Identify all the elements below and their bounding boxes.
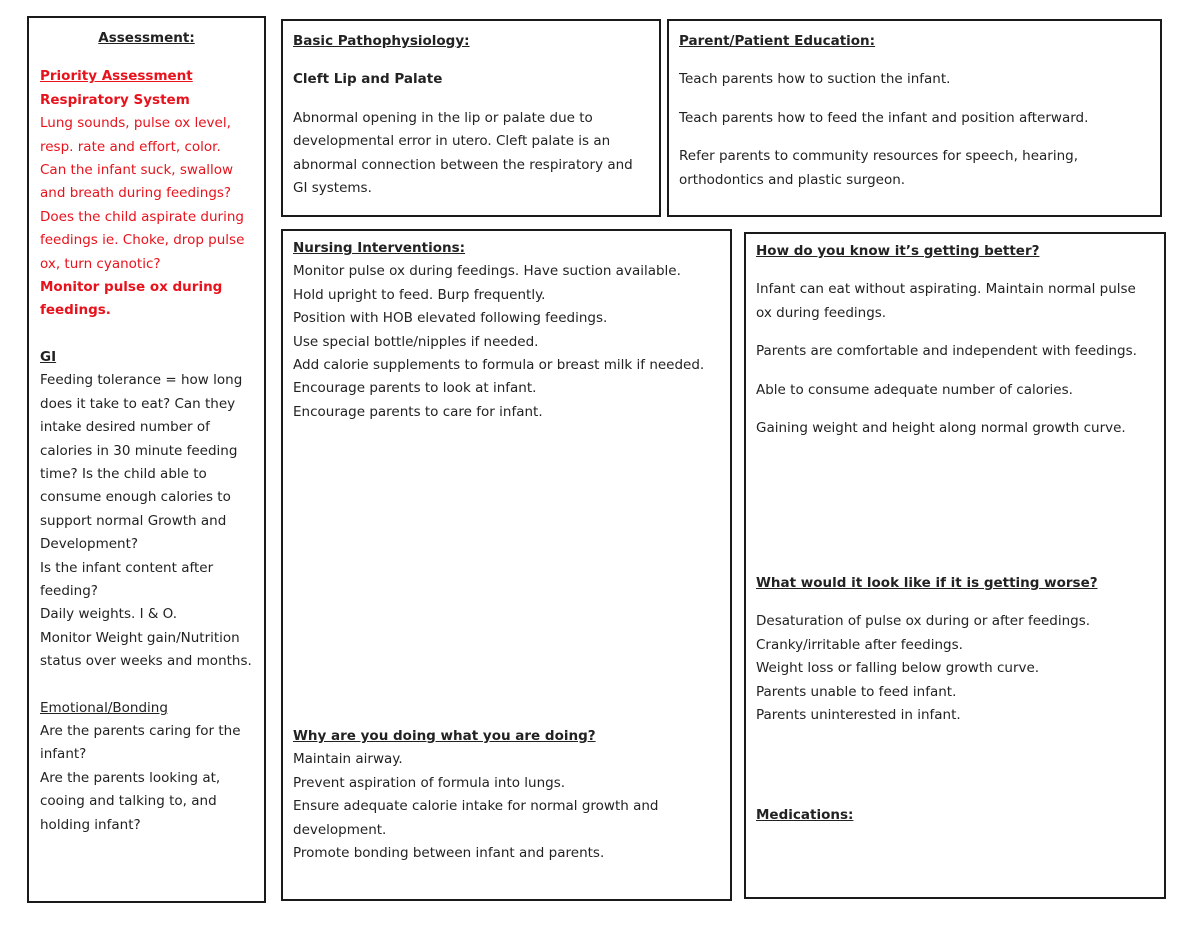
resp-line: Can the infant suck, swallow	[40, 162, 234, 179]
worse-item: Weight loss or falling below growth curve.	[756, 660, 1040, 677]
monitor-line: feedings.	[40, 302, 111, 319]
gi-heading: GI	[40, 348, 57, 365]
gi-line: intake desired number of	[40, 419, 210, 436]
resp-line: resp. rate and effort, color.	[40, 138, 221, 155]
gi-line: time? Is the child able to	[40, 465, 207, 482]
education-item: Teach parents how to feed the infant and position afterward.	[679, 109, 1089, 126]
interventions-title: Nursing Interventions:	[293, 240, 466, 256]
why-section	[293, 725, 658, 865]
why-item: Prevent aspiration of formula into lungs.	[293, 774, 566, 791]
emotional-line: Are the parents caring for the	[40, 722, 241, 739]
gi-line: status over weeks and months.	[40, 653, 252, 670]
gi-line: support normal Growth and	[40, 512, 227, 529]
condition-name: Cleft Lip and Palate	[293, 71, 443, 88]
resp-line: Lung sounds, pulse ox level,	[40, 115, 231, 132]
education-box	[667, 19, 1162, 217]
priority-assessment-heading: Priority Assessment	[40, 68, 193, 85]
emotional-line: Are the parents looking at,	[40, 769, 221, 786]
respiratory-system-heading: Respiratory System	[40, 91, 190, 108]
interventions-box	[281, 229, 732, 901]
education-item: Teach parents how to suction the infant.	[679, 71, 951, 88]
pathophysiology-box	[281, 19, 661, 217]
gi-line: Daily weights. I & O.	[40, 606, 178, 623]
better-title: How do you know it’s getting better?	[756, 243, 1040, 259]
pathophysiology-title: Basic Pathophysiology:	[293, 33, 470, 49]
better-item: Able to consume adequate number of calories.	[756, 381, 1073, 398]
gi-line: does it take to eat? Can they	[40, 395, 236, 412]
emotional-bonding-heading: Emotional/Bonding	[40, 699, 168, 716]
patho-line: Abnormal opening in the lip or palate due to	[293, 109, 593, 126]
education-refer-line: orthodontics and plastic surgeon.	[679, 171, 906, 188]
patho-line: developmental error in utero. Cleft palate is an	[293, 133, 611, 150]
worse-title: What would it look like if it is getting worse?	[756, 575, 1098, 591]
intervention-item: Hold upright to feed. Burp frequently.	[293, 286, 546, 303]
why-item: development.	[293, 821, 387, 838]
intervention-item: Monitor pulse ox during feedings. Have suction available.	[293, 263, 681, 280]
intervention-item: Encourage parents to care for infant.	[293, 403, 543, 420]
worse-section	[756, 572, 1098, 727]
intervention-item: Use special bottle/nipples if needed.	[293, 333, 539, 350]
emotional-line: cooing and talking to, and	[40, 793, 217, 810]
education-refer-line: Refer parents to community resources for speech, hearing,	[679, 148, 1079, 165]
patho-line: GI systems.	[293, 180, 372, 197]
emotional-line: holding infant?	[40, 816, 141, 833]
better-item: Gaining weight and height along normal growth curve.	[756, 420, 1126, 437]
resp-line: and breath during feedings?	[40, 185, 232, 202]
resp-line: ox, turn cyanotic?	[40, 255, 161, 272]
medications-title: Medications:	[756, 807, 854, 823]
resp-line: Does the child aspirate during	[40, 208, 244, 225]
worse-item: Desaturation of pulse ox during or after feedings.	[756, 613, 1091, 630]
medications-section	[756, 804, 853, 827]
why-title: Why are you doing what you are doing?	[293, 728, 596, 744]
worse-item: Parents unable to feed infant.	[756, 683, 957, 700]
gi-line: Development?	[40, 536, 139, 553]
worse-item: Parents uninterested in infant.	[756, 707, 961, 724]
intervention-item: Encourage parents to look at infant.	[293, 380, 537, 397]
worse-item: Cranky/irritable after feedings.	[756, 636, 963, 653]
better-item: Parents are comfortable and independent with feedings.	[756, 343, 1137, 360]
assessment-box	[27, 16, 266, 903]
emotional-line: infant?	[40, 746, 87, 763]
why-item: Maintain airway.	[293, 751, 403, 768]
progress-box	[744, 232, 1166, 899]
gi-line: consume enough calories to	[40, 489, 231, 506]
intervention-item: Add calorie supplements to formula or breast milk if needed.	[293, 357, 705, 374]
gi-line: Feeding tolerance = how long	[40, 372, 243, 389]
why-item: Promote bonding between infant and parents.	[293, 845, 605, 862]
resp-line: feedings ie. Choke, drop pulse	[40, 232, 245, 249]
patho-line: abnormal connection between the respiratory and	[293, 156, 633, 173]
why-item: Ensure adequate calorie intake for normal growth and	[293, 798, 659, 815]
gi-line: calories in 30 minute feeding	[40, 442, 238, 459]
gi-line: Is the infant content after	[40, 559, 214, 576]
intervention-item: Position with HOB elevated following feedings.	[293, 310, 608, 327]
monitor-line: Monitor pulse ox during	[40, 279, 223, 296]
education-title: Parent/Patient Education:	[679, 33, 876, 49]
gi-line: feeding?	[40, 582, 98, 599]
better-item: Infant can eat without aspirating. Maintain normal pulse	[756, 281, 1136, 298]
gi-line: Monitor Weight gain/Nutrition	[40, 629, 240, 646]
assessment-title: Assessment:	[98, 30, 195, 46]
better-item: ox during feedings.	[756, 304, 887, 321]
